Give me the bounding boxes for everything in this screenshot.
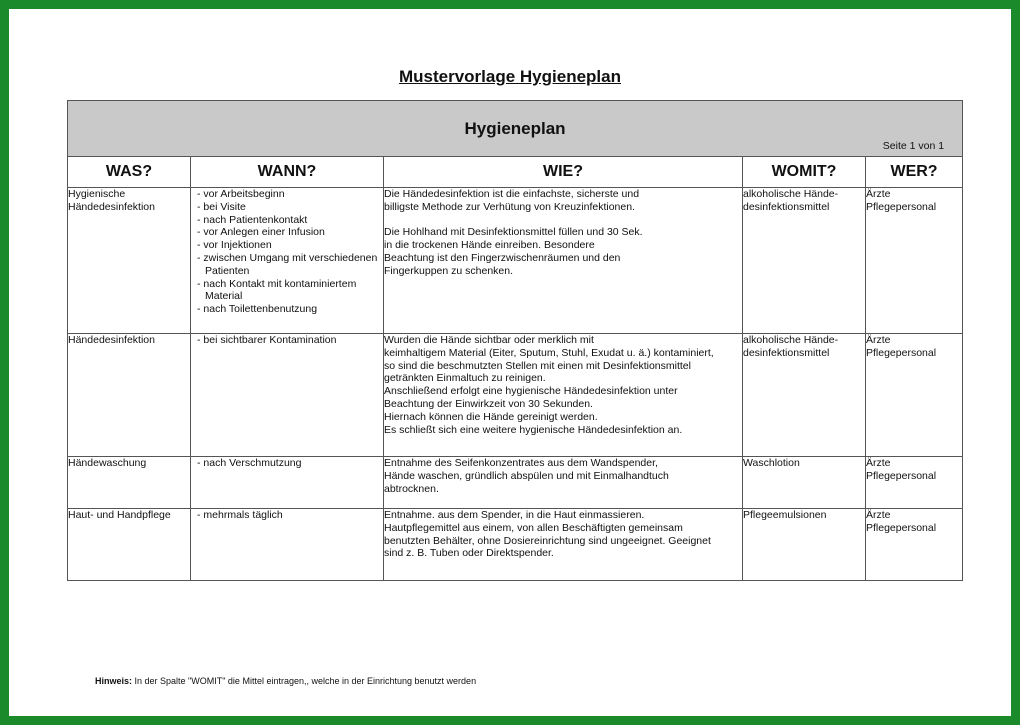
text-line: Patienten xyxy=(205,264,250,277)
document-page xyxy=(9,9,1011,716)
text-line: getränkten Einmaltuch zu reinigen. xyxy=(384,372,546,385)
text-line: - nach Toilettenbenutzung xyxy=(197,303,318,316)
text-line: Die Hohlhand mit Desinfektionsmittel füllen und 30 Sek. xyxy=(384,226,643,239)
cell-wie xyxy=(384,334,743,457)
text-line: - zwischen Umgang mit verschiedenen xyxy=(197,251,378,264)
table-title: Hygieneplan xyxy=(464,119,566,138)
cell-was xyxy=(68,334,191,457)
text-line: Pflegeemulsionen xyxy=(743,509,827,521)
text-line: - mehrmals täglich xyxy=(197,509,283,521)
cell-wann xyxy=(191,334,384,457)
cell-was xyxy=(68,457,191,509)
text-line: keimhaltigem Material (Eiter, Sputum, Stuhl, Exudat u. ä.) kontaminiert, xyxy=(384,346,714,359)
column-header-was: WAS? xyxy=(68,157,191,188)
table-row xyxy=(68,509,963,581)
cell-wie xyxy=(384,457,743,509)
text-line: Beachtung der Einwirkzeit von 30 Sekunden. xyxy=(384,397,593,410)
text-line: alkoholische Hände- xyxy=(743,334,839,346)
cell-wann xyxy=(191,188,384,334)
hint-label: Hinweis: xyxy=(95,676,133,686)
text-line: alkoholische Hände- xyxy=(743,188,839,200)
text-line: Hände waschen, gründlich abspülen und mit Einmalhandtuch xyxy=(384,469,669,482)
text-line: Fingerkuppen zu schenken. xyxy=(384,264,513,277)
text-line: Pflegepersonal xyxy=(866,469,937,482)
text-line: - nach Patientenkontakt xyxy=(197,213,308,226)
text-line: - vor Injektionen xyxy=(197,239,272,252)
text-line: Entnahme. aus dem Spender, in die Haut einmassieren. xyxy=(384,509,645,521)
text-line: Material xyxy=(205,290,243,303)
text-line: Beachtung ist den Fingerzwischenräumen und den xyxy=(384,251,621,264)
hygiene-plan-table xyxy=(67,100,963,581)
text-line: Haut- und Handpflege xyxy=(68,509,171,521)
cell-womit xyxy=(743,188,866,334)
text-line: - vor Arbeitsbeginn xyxy=(197,188,285,200)
text-line: Es schließt sich eine weitere hygienische Händedesinfektion an. xyxy=(384,423,683,436)
cell-wer xyxy=(866,334,963,457)
text-line: billigste Methode zur Verhütung von Kreuzinfektionen. xyxy=(384,200,635,213)
cell-was xyxy=(68,509,191,581)
text-line: Hiernach können die Hände gereinigt werden. xyxy=(384,410,598,423)
cell-was xyxy=(68,188,191,334)
cell-womit xyxy=(743,457,866,509)
text-line: desinfektionsmittel xyxy=(743,200,830,213)
text-line: Ärzte xyxy=(866,334,891,346)
column-header-wie: WIE? xyxy=(384,157,743,188)
column-header-wann: WANN? xyxy=(191,157,384,188)
footer-hint xyxy=(95,676,476,686)
cell-wer xyxy=(866,509,963,581)
text-line: - bei sichtbarer Kontamination xyxy=(197,334,337,346)
cell-wann xyxy=(191,509,384,581)
column-header-womit: WOMIT? xyxy=(743,157,866,188)
text-line: Ärzte xyxy=(866,457,891,469)
text-line: Händedesinfektion xyxy=(68,334,155,346)
table-row xyxy=(68,188,963,334)
cell-wie xyxy=(384,188,743,334)
text-line: sind z. B. Tuben oder Direktspender. xyxy=(384,547,554,560)
text-line xyxy=(384,214,742,227)
text-line: Waschlotion xyxy=(743,457,800,469)
column-header-row xyxy=(68,157,963,188)
text-line: Die Händedesinfektion ist die einfachste, sicherste und xyxy=(384,188,640,200)
cell-wer xyxy=(866,457,963,509)
text-line: - nach Kontakt mit kontaminiertem xyxy=(197,277,357,290)
column-header-wer: WER? xyxy=(866,157,963,188)
text-line: Wurden die Hände sichtbar oder merklich mit xyxy=(384,334,594,346)
text-line: Ärzte xyxy=(866,509,891,521)
text-line: Händedesinfektion xyxy=(68,200,155,213)
text-line: so sind die beschmutzten Stellen mit einen mit Desinfektionsmittel xyxy=(384,359,691,372)
cell-womit xyxy=(743,334,866,457)
table-header xyxy=(68,101,963,157)
text-line: - nach Verschmutzung xyxy=(197,457,302,469)
text-line: Händewaschung xyxy=(68,457,147,469)
document-title: Mustervorlage Hygieneplan xyxy=(398,67,621,86)
text-line: Hygienische xyxy=(68,188,126,200)
table-row xyxy=(68,457,963,509)
text-line: in die trockenen Hände einreiben. Besondere xyxy=(384,239,595,252)
text-line: Anschließend erfolgt eine hygienische Händedesinfektion unter xyxy=(384,385,678,398)
cell-wann xyxy=(191,457,384,509)
cell-wer xyxy=(866,188,963,334)
text-line: - vor Anlegen einer Infusion xyxy=(197,226,325,239)
text-line: Pflegepersonal xyxy=(866,521,937,534)
text-line: Ärzte xyxy=(866,188,891,200)
text-line: - bei Visite xyxy=(197,200,246,213)
cell-wie xyxy=(384,509,743,581)
text-line: Pflegepersonal xyxy=(866,346,937,359)
text-line: abtrocknen. xyxy=(384,482,439,495)
text-line: desinfektionsmittel xyxy=(743,346,830,359)
text-line: benutzten Behälter, ohne Dosiereinrichtung sind ungeeignet. Geeignet xyxy=(384,534,711,547)
text-line: Entnahme des Seifenkonzentrates aus dem Wandspender, xyxy=(384,457,658,469)
text-line: Hautpflegemittel aus einem, von allen Beschäftigten gemeinsam xyxy=(384,521,683,534)
page-info: Seite 1 von 1 xyxy=(882,140,945,152)
hint-text: In der Spalte "WOMIT" die Mittel eintragen,, welche in der Einrichtung benutzt werden xyxy=(132,676,477,686)
table-row xyxy=(68,334,963,457)
cell-womit xyxy=(743,509,866,581)
text-line: Pflegepersonal xyxy=(866,200,937,213)
